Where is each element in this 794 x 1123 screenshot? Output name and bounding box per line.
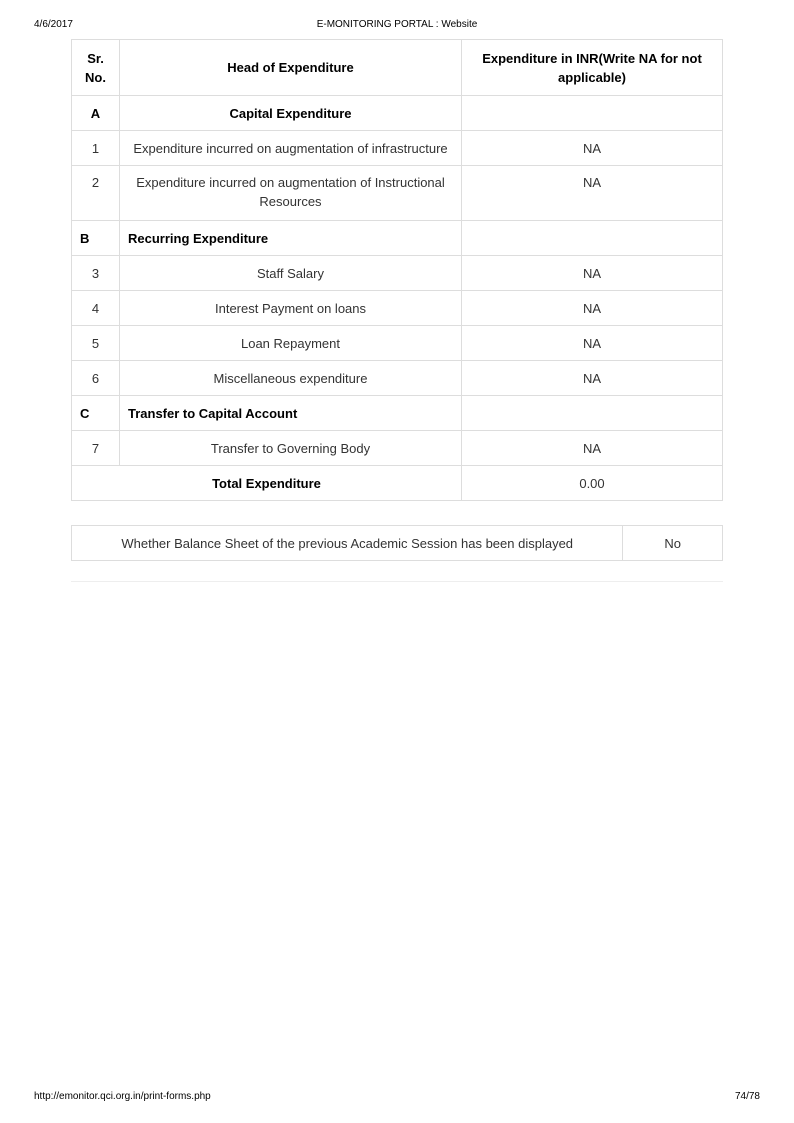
section-row-capital xyxy=(72,96,723,131)
section-row-recurring xyxy=(72,221,723,256)
header-expenditure-inr: Expenditure in INR(Write NA for not applicable) xyxy=(462,40,723,96)
row-head: Miscellaneous expenditure xyxy=(120,361,462,396)
table-row xyxy=(72,166,723,221)
print-title: E-MONITORING PORTAL : Website xyxy=(316,19,478,30)
print-header xyxy=(0,19,794,33)
section-value-empty xyxy=(462,221,723,256)
section-row-transfer xyxy=(72,396,723,431)
header-head-of-expenditure: Head of Expenditure xyxy=(120,40,462,96)
row-value: NA xyxy=(462,431,723,466)
section-letter: B xyxy=(72,221,120,256)
section-letter: A xyxy=(72,96,120,131)
section-title: Transfer to Capital Account xyxy=(120,396,462,431)
balance-sheet-question: Whether Balance Sheet of the previous Academic Session has been displayed xyxy=(72,526,623,561)
row-head: Staff Salary xyxy=(120,256,462,291)
print-footer xyxy=(0,1091,794,1105)
table-row xyxy=(72,431,723,466)
balance-sheet-answer: No xyxy=(623,526,723,561)
total-row xyxy=(72,466,723,501)
header-sr-no: Sr. No. xyxy=(72,40,120,96)
total-label: Total Expenditure xyxy=(72,466,462,501)
section-letter: C xyxy=(72,396,120,431)
row-value: NA xyxy=(462,361,723,396)
row-value: NA xyxy=(462,291,723,326)
row-value: NA xyxy=(462,256,723,291)
row-sr-no: 7 xyxy=(72,431,120,466)
row-sr-no: 2 xyxy=(72,166,120,221)
row-sr-no: 5 xyxy=(72,326,120,361)
row-value: NA xyxy=(462,131,723,166)
row-sr-no: 6 xyxy=(72,361,120,396)
row-head: Expenditure incurred on augmentation of infrastructure xyxy=(120,131,462,166)
print-url: http://emonitor.qci.org.in/print-forms.php xyxy=(34,1091,211,1102)
row-head: Interest Payment on loans xyxy=(120,291,462,326)
section-value-empty xyxy=(462,96,723,131)
balance-sheet-table xyxy=(71,525,723,561)
section-title: Capital Expenditure xyxy=(120,96,462,131)
page-number: 74/78 xyxy=(734,1091,760,1102)
print-date: 4/6/2017 xyxy=(34,19,73,30)
section-title: Recurring Expenditure xyxy=(120,221,462,256)
table-row xyxy=(72,131,723,166)
row-sr-no: 1 xyxy=(72,131,120,166)
expenditure-table xyxy=(71,39,723,501)
row-head: Loan Repayment xyxy=(120,326,462,361)
row-sr-no: 4 xyxy=(72,291,120,326)
row-value: NA xyxy=(462,166,723,221)
total-value: 0.00 xyxy=(462,466,723,501)
row-value: NA xyxy=(462,326,723,361)
balance-sheet-row xyxy=(72,526,723,561)
table-row xyxy=(72,326,723,361)
section-divider xyxy=(71,581,723,582)
table-row xyxy=(72,256,723,291)
section-value-empty xyxy=(462,396,723,431)
table-row xyxy=(72,361,723,396)
table-header-row xyxy=(72,40,723,96)
row-head: Expenditure incurred on augmentation of Instructional Resources xyxy=(120,166,462,221)
row-sr-no: 3 xyxy=(72,256,120,291)
table-row xyxy=(72,291,723,326)
row-head: Transfer to Governing Body xyxy=(120,431,462,466)
